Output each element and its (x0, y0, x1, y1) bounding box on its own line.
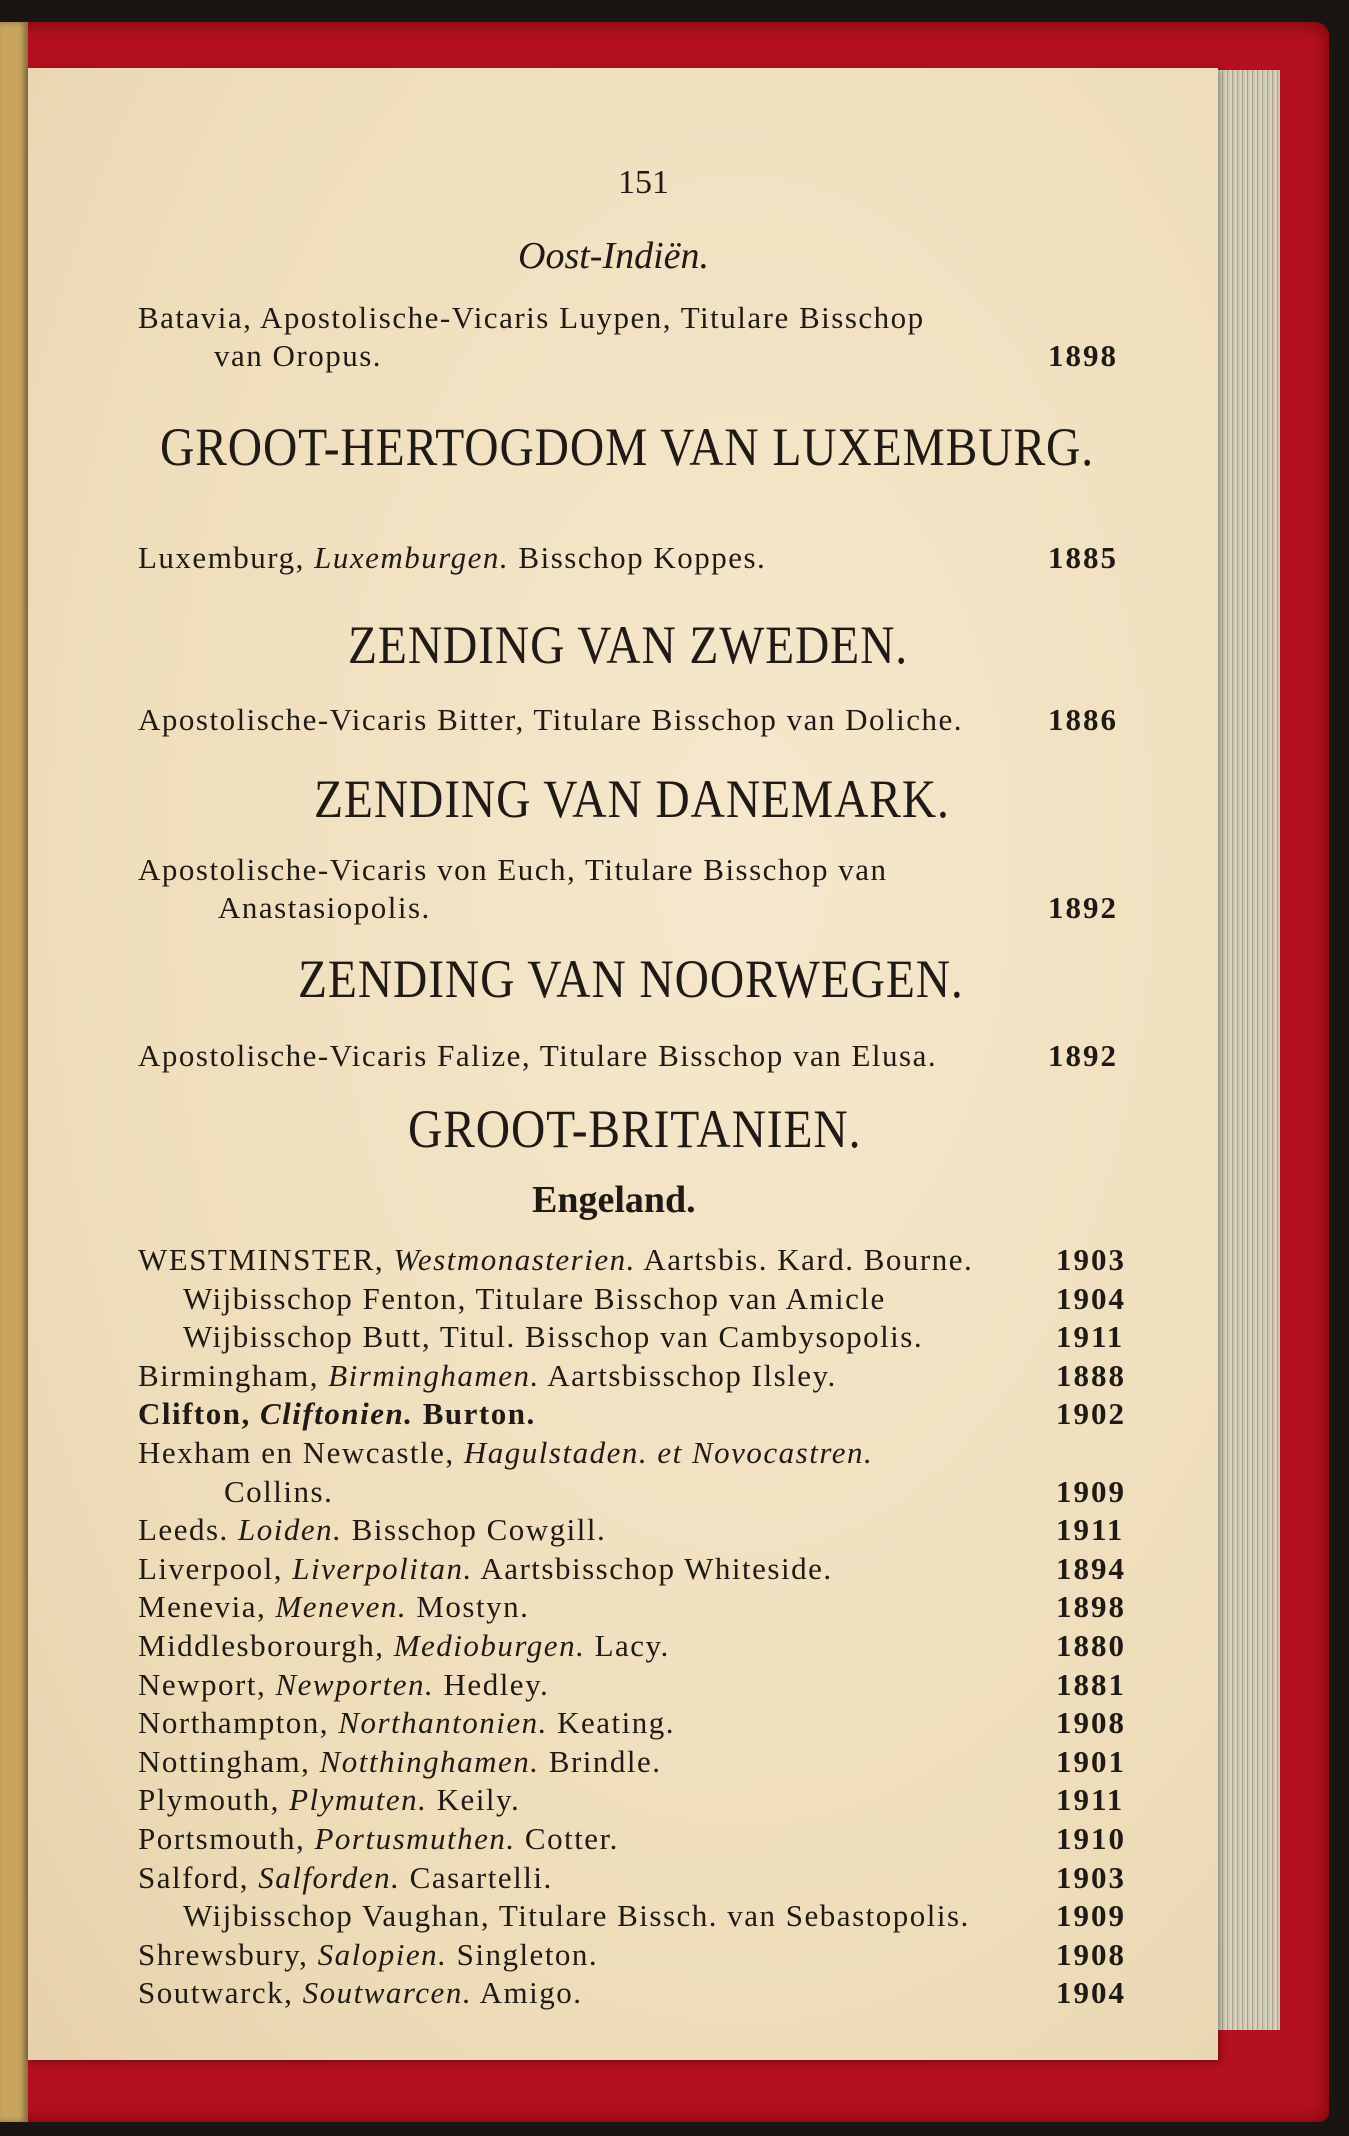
entry-year: 1909 (1056, 1898, 1126, 1933)
entry-latin: Plymuten. (289, 1782, 428, 1817)
entry-luxemburg-latin: Luxemburgen. (314, 540, 510, 575)
entry-zweden-year: 1886 (1048, 702, 1118, 737)
entry-year: 1911 (1056, 1319, 1125, 1354)
page-number: 151 (618, 164, 669, 201)
entry-latin: Westmonasterien. (393, 1242, 636, 1277)
entry-city: Birmingham, (138, 1358, 319, 1393)
entry-luxemburg (138, 540, 766, 576)
entry-latin: Meneven. (275, 1589, 408, 1624)
table-row (138, 1860, 553, 1896)
entry-batavia-line1: Batavia, Apostolische-Vicaris Luypen, Titulare Bisschop (138, 300, 925, 335)
book-spine (0, 22, 28, 2122)
entry-rest: Bisschop Cowgill. (351, 1512, 607, 1547)
page-edges (1210, 70, 1280, 2030)
entry-city: Plymouth, (138, 1782, 280, 1817)
entry-year: 1909 (1056, 1474, 1126, 1509)
entry-year: 1911 (1056, 1512, 1125, 1547)
entry-year: 1894 (1056, 1551, 1126, 1586)
entry-rest: Aartsbisschop Ilsley. (547, 1358, 837, 1393)
entry-year: 1911 (1056, 1782, 1125, 1817)
entry-year: 1908 (1056, 1937, 1126, 1972)
entry-latin: Portusmuthen. (314, 1821, 516, 1856)
table-row (138, 1667, 549, 1703)
entry-latin: Soutwarcen. (302, 1975, 473, 2010)
table-row (138, 1512, 606, 1548)
entry-luxemburg-rest: Bisschop Koppes. (518, 540, 767, 575)
section-title-britanien: GROOT-BRITANIEN. (408, 1099, 862, 1159)
entry-latin: Salopien. (317, 1937, 448, 1972)
entry-rest: Keating. (557, 1705, 676, 1740)
entry-latin: Notthinghamen. (319, 1744, 540, 1779)
entry-city: Newport, (138, 1667, 267, 1702)
entry-year: 1902 (1056, 1396, 1126, 1431)
entry-city: Hexham en Newcastle, (138, 1435, 455, 1470)
entry-city: Nottingham, (138, 1744, 311, 1779)
entry-rest: Cotter. (524, 1821, 619, 1856)
entry-batavia-line2: van Oropus. (214, 338, 383, 373)
entry-latin: Medioburgen. (393, 1628, 586, 1663)
entry-city: Wijbisschop Vaughan, Titulare Bissch. van Sebastopolis. (183, 1898, 970, 1933)
entry-city: Wijbisschop Butt, Titul. Bisschop van Cambysopolis. (183, 1319, 924, 1354)
section-title-noorwegen: ZENDING VAN NOORWEGEN. (298, 949, 964, 1009)
entry-city: Collins. (224, 1474, 334, 1509)
entry-city: Leeds. (138, 1512, 229, 1547)
entry-noorwegen-year: 1892 (1048, 1038, 1118, 1073)
entry-year: 1903 (1056, 1860, 1126, 1895)
entry-city: Shrewsbury, (138, 1937, 309, 1972)
table-row (138, 1744, 662, 1780)
entry-rest: Lacy. (594, 1628, 670, 1663)
table-row (183, 1319, 923, 1355)
entry-zweden: Apostolische-Vicaris Bitter, Titulare Bisschop van Doliche. (138, 702, 963, 737)
entry-year: 1888 (1056, 1358, 1126, 1393)
entry-year: 1904 (1056, 1281, 1126, 1316)
table-row (138, 1821, 619, 1857)
entry-year: 1904 (1056, 1975, 1126, 2010)
entry-rest: Burton. (422, 1396, 536, 1431)
table-row (224, 1474, 333, 1510)
entry-batavia-year: 1898 (1048, 338, 1118, 373)
entry-rest: Singleton. (456, 1937, 599, 1972)
entry-latin: Northantonien. (338, 1705, 548, 1740)
section-title-oost-indien: Oost-Indiën. (518, 235, 710, 277)
entry-year: 1880 (1056, 1628, 1126, 1663)
entry-city: Menevia, (138, 1589, 267, 1624)
entry-rest: Amigo. (479, 1975, 583, 2010)
table-row (138, 1628, 670, 1664)
entry-rest: Keily. (436, 1782, 521, 1817)
table-row (138, 1396, 536, 1432)
table-row (138, 1589, 529, 1625)
table-row (138, 1975, 583, 2011)
entry-rest: Aartsbis. Kard. Bourne. (643, 1242, 974, 1277)
table-row (138, 1358, 837, 1394)
table-row (138, 1937, 598, 1973)
entry-latin: Loiden. (238, 1512, 343, 1547)
entry-city: Wijbisschop Fenton, Titulare Bisschop van Amicle (183, 1281, 886, 1316)
entry-latin: Cliftonien. (260, 1396, 414, 1431)
table-row (138, 1435, 873, 1471)
entry-city: WESTMINSTER, (138, 1242, 385, 1277)
entry-latin: Newporten. (275, 1667, 435, 1702)
entry-latin: Birminghamen. (328, 1358, 540, 1393)
entry-city: Portsmouth, (138, 1821, 306, 1856)
section-title-zweden: ZENDING VAN ZWEDEN. (348, 615, 909, 675)
table-row (138, 1782, 520, 1818)
book-page (28, 68, 1218, 2060)
entry-luxemburg-year: 1885 (1048, 540, 1118, 575)
table-row (183, 1281, 886, 1317)
entry-city: Soutwarck, (138, 1975, 294, 2010)
entry-rest: Mostyn. (416, 1589, 530, 1624)
entry-city: Clifton, (138, 1396, 251, 1431)
entry-danemark-line1: Apostolische-Vicaris von Euch, Titulare Bisschop van (138, 852, 888, 887)
table-row (138, 1242, 973, 1278)
entry-city: Middlesborourgh, (138, 1628, 385, 1663)
entry-year: 1908 (1056, 1705, 1126, 1740)
entry-year: 1898 (1056, 1589, 1126, 1624)
entry-rest: Aartsbisschop Whiteside. (480, 1551, 833, 1586)
entry-danemark-line2: Anastasiopolis. (218, 890, 431, 925)
subsection-title-engeland: Engeland. (532, 1179, 696, 1221)
entry-year: 1881 (1056, 1667, 1126, 1702)
entry-rest: Casartelli. (409, 1860, 553, 1895)
entry-city: Liverpool, (138, 1551, 283, 1586)
section-title-danemark: ZENDING VAN DANEMARK. (314, 769, 950, 829)
entry-latin: Salforden. (258, 1860, 401, 1895)
table-row (183, 1898, 970, 1934)
entry-city: Northampton, (138, 1705, 330, 1740)
entry-rest: Hedley. (443, 1667, 550, 1702)
entry-latin: Hagulstaden. et Novocastren. (463, 1435, 874, 1470)
entry-year: 1910 (1056, 1821, 1126, 1856)
table-row (138, 1551, 833, 1587)
entry-city: Salford, (138, 1860, 250, 1895)
table-row (138, 1705, 675, 1741)
entry-year: 1903 (1056, 1242, 1126, 1277)
entry-latin: Liverpolitan. (292, 1551, 473, 1586)
section-title-luxemburg: GROOT-HERTOGDOM VAN LUXEMBURG. (160, 417, 1094, 477)
entry-luxemburg-city: Luxemburg, (138, 540, 305, 575)
entry-rest: Brindle. (548, 1744, 662, 1779)
entry-year: 1901 (1056, 1744, 1126, 1779)
entry-danemark-year: 1892 (1048, 890, 1118, 925)
entry-noorwegen: Apostolische-Vicaris Falize, Titulare Bisschop van Elusa. (138, 1038, 938, 1073)
